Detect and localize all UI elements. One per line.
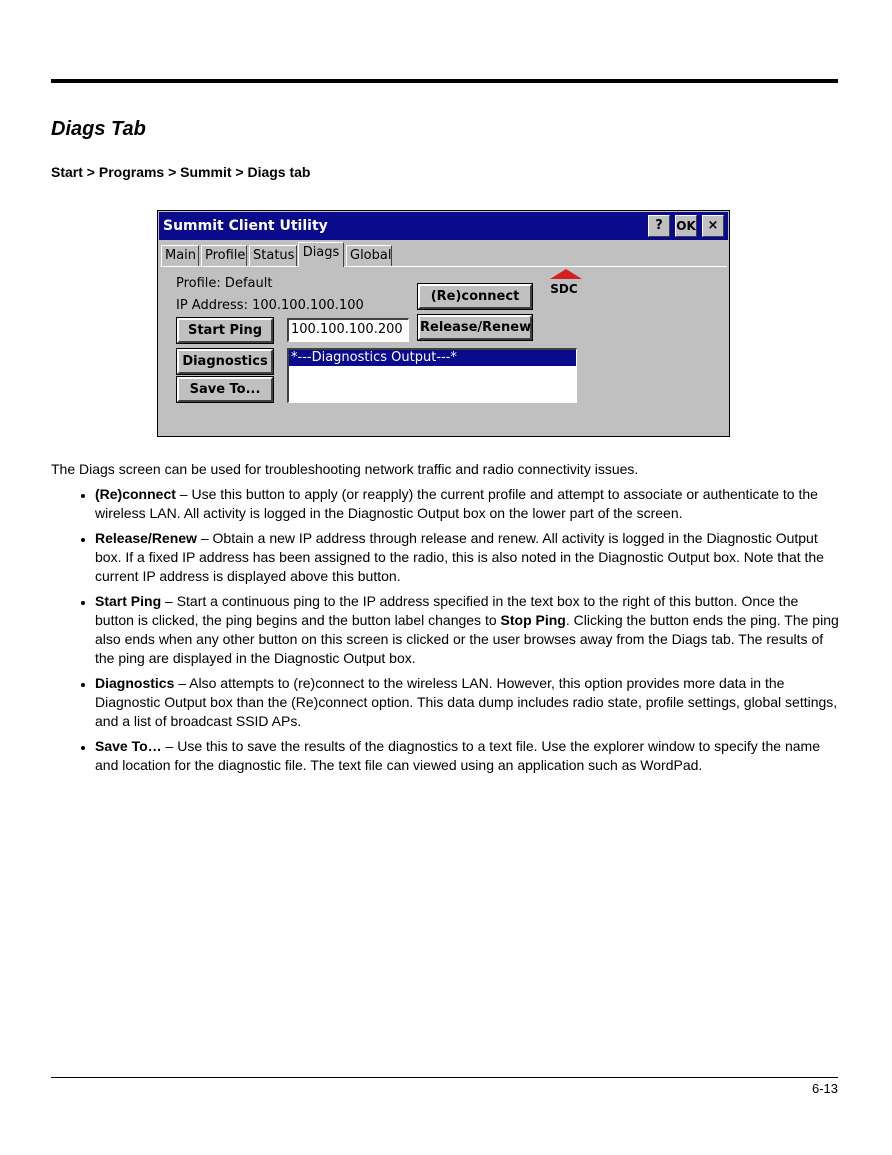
bullet-start-ping (95, 592, 841, 668)
ok-button[interactable]: OK (675, 215, 697, 237)
help-button[interactable]: ? (648, 215, 670, 237)
profile-label: Profile: Default (176, 276, 273, 291)
bullet-text: – Also attempts to (re)connect to the wireless LAN. However, this option provides more data in the Diagnostic Output box than the (Re)connect option. This data dump includes radio state, profile settings, global settings, and a list of broadcast SSID APs. (95, 675, 838, 729)
bottom-rule (51, 1077, 838, 1078)
body-text (51, 460, 841, 781)
tab-diags[interactable]: Diags (298, 242, 344, 267)
bullet-text: – Obtain a new IP address through release and renew. All activity is logged in the Diagnostic Output box. If a fixed IP address has been assigned to the radio, this is also noted in the Diagnostic Output box. Note that the current IP address is displayed above this button. (95, 530, 824, 584)
summit-client-utility-dialog (157, 210, 730, 437)
bullet-text: – Use this button to apply (or reapply) the current profile and attempt to associate or authenticate to the wireless LAN. All activity is logged in the Diagnostic Output box on the lower part of the screen. (95, 486, 818, 521)
bullet-text: – Start a continuous ping to the IP address specified in the text box to the right of this button. Once the button is clicked, the ping begins and the button label changes to (95, 593, 799, 628)
tab-profile[interactable]: Profile (201, 245, 247, 266)
bullet-save-to (95, 737, 841, 775)
bullet-list (51, 485, 841, 775)
sdc-logo-text: SDC (550, 282, 578, 296)
sdc-logo-icon (542, 267, 586, 297)
dialog-title: Summit Client Utility (163, 218, 328, 234)
diagnostic-output-box[interactable] (287, 348, 577, 403)
bullet-term: (Re)connect (95, 486, 176, 502)
diagnostic-output-line[interactable]: *---Diagnostics Output---* (289, 350, 576, 366)
release-renew-button[interactable]: Release/Renew (418, 315, 532, 340)
bullet-diagnostics (95, 674, 841, 731)
tab-global[interactable]: Global (346, 245, 392, 266)
save-to-button[interactable]: Save To... (177, 377, 273, 402)
bullet-text: . Clicking the button ends the ping. The ping also ends when any other button on this screen is clicked or the user browses away from the Diags tab. The results of the ping are displayed in the Diagnostic Output box. (95, 612, 839, 666)
close-button[interactable]: × (702, 215, 724, 237)
page-number: 6-13 (811, 1081, 838, 1096)
reconnect-button[interactable]: (Re)connect (418, 284, 532, 309)
top-rule (51, 79, 838, 83)
bullet-term: Save To… (95, 738, 162, 754)
ip-address-label: IP Address: 100.100.100.100 (176, 298, 364, 313)
bullet-text: – Use this to save the results of the diagnostics to a text file. Use the explorer window to specify the name and location for the diagnostic file. The text file can viewed using an application such as WordPad. (95, 738, 820, 773)
bullet-inline-term: Stop Ping (500, 612, 566, 628)
bullet-term: Start Ping (95, 593, 162, 609)
tab-status[interactable]: Status (249, 245, 297, 266)
dialog-titlebar (159, 212, 728, 240)
bullet-term: Diagnostics (95, 675, 175, 691)
ping-target-input[interactable]: 100.100.100.200 (287, 318, 409, 342)
tab-main[interactable]: Main (161, 245, 199, 266)
sdc-logo-roof (550, 269, 582, 279)
breadcrumb: Start > Programs > Summit > Diags tab (51, 164, 311, 180)
start-ping-button[interactable]: Start Ping (177, 318, 273, 343)
bullet-release-renew (95, 529, 841, 586)
bullet-term: Release/Renew (95, 530, 197, 546)
diagnostics-button[interactable]: Diagnostics (177, 349, 273, 374)
bullet-reconnect (95, 485, 841, 523)
section-title: Diags Tab (51, 118, 146, 140)
intro-paragraph: The Diags screen can be used for troubleshooting network traffic and radio connectivity issues. (51, 461, 639, 477)
